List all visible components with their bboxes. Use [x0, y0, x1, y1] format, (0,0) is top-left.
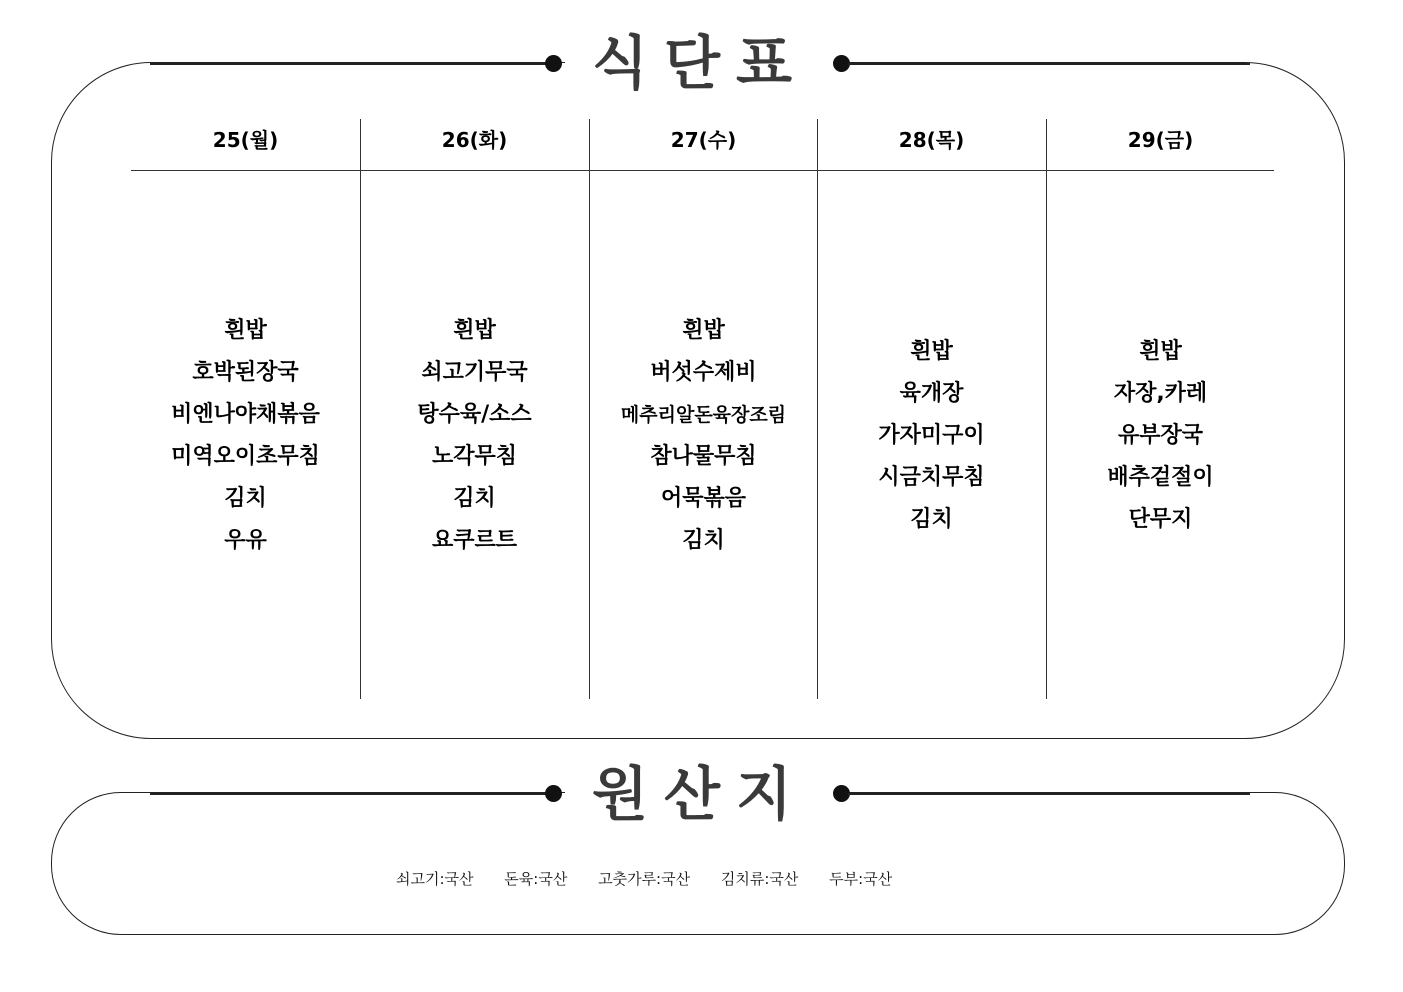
title-rule-right: [848, 63, 1250, 65]
menu-item: 흰밥: [682, 317, 725, 343]
menu-title-bar: [0, 28, 1403, 98]
title-dot-left: [545, 785, 562, 802]
menu-item: 버섯수제비: [650, 359, 757, 385]
menu-item: 미역오이초무침: [171, 443, 320, 469]
menu-item: 메추리알돈육장조림: [620, 403, 787, 426]
title-rule-right: [848, 793, 1250, 795]
menu-item: 흰밥: [453, 317, 496, 343]
day-menu-wed: [589, 172, 818, 699]
menu-item: 김치: [910, 506, 953, 532]
menu-item: 자장,카레: [1113, 380, 1208, 406]
day-header-wed: 27(수): [670, 128, 737, 152]
menu-item: 단무지: [1128, 506, 1193, 532]
menu-item: 쇠고기무국: [421, 359, 528, 385]
menu-item: 흰밥: [224, 317, 267, 343]
day-menu-thu: [817, 172, 1046, 699]
menu-item: 시금치무침: [878, 464, 985, 490]
title-rule-left: [150, 63, 550, 65]
title-dot-left: [545, 55, 562, 72]
menu-item: 요쿠르트: [431, 527, 517, 553]
menu-item: 호박된장국: [192, 359, 299, 385]
menu-item: 김치: [224, 485, 267, 511]
menu-item: 탕수육/소스: [417, 401, 532, 427]
menu-title: 식단표: [565, 28, 835, 98]
menu-item: 배추겉절이: [1107, 464, 1214, 490]
origin-item-pork: 돈육:국산: [504, 870, 568, 888]
menu-item: 비엔나야채볶음: [171, 401, 320, 427]
origin-item-chili-powder: 고춧가루:국산: [598, 870, 691, 888]
menu-item: 흰밥: [1139, 338, 1182, 364]
origin-list: [396, 866, 892, 892]
menu-item: 유부장국: [1117, 422, 1203, 448]
menu-item: 흰밥: [910, 338, 953, 364]
menu-item: 김치: [453, 485, 496, 511]
origin-title-bar: [0, 759, 1403, 829]
origin-item-kimchi: 김치류:국산: [720, 870, 799, 888]
day-menu-fri: [1046, 172, 1275, 699]
menu-item: 어묵볶음: [660, 485, 746, 511]
header-rule: [131, 170, 1274, 171]
day-header-tue: 26(화): [441, 128, 508, 152]
origin-item-beef: 쇠고기:국산: [396, 870, 474, 888]
day-header-mon: 25(월): [212, 128, 279, 152]
origin-title: 원산지: [565, 759, 835, 829]
day-menu-tue: [360, 172, 589, 699]
menu-item: 육개장: [899, 380, 964, 406]
menu-item: 참나물무침: [650, 443, 757, 469]
menu-item: 김치: [682, 527, 725, 553]
day-header-thu: 28(목): [898, 128, 965, 152]
day-header-fri: 29(금): [1127, 128, 1194, 152]
title-rule-left: [150, 793, 550, 795]
menu-item: 우유: [224, 527, 267, 553]
day-menu-mon: [131, 172, 360, 699]
menu-item: 노각무침: [431, 443, 517, 469]
menu-item: 가자미구이: [878, 422, 985, 448]
origin-item-tofu: 두부:국산: [829, 870, 893, 888]
